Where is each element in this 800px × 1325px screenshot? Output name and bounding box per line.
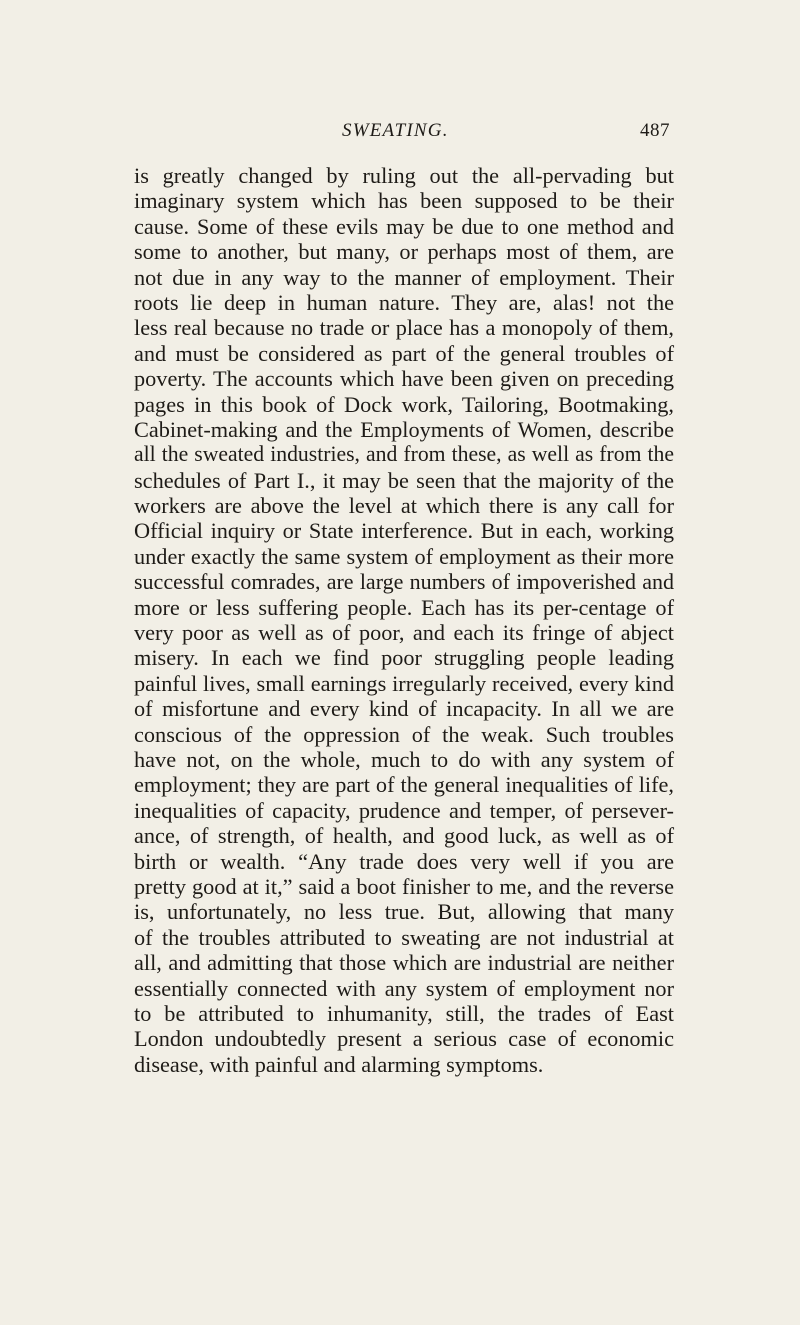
text-line: is greatly changed by ruling out the all-pervading but [134,163,674,188]
text-line: not due in any way to the manner of employment. Their [134,264,674,290]
text-line: pretty good at it,” said a boot finisher to me, and the reverse [134,873,674,899]
text-line: all the sweated industries, and from these, as well as from the [134,442,674,467]
text-line: cause. Some of these evils may be due to one method and [134,213,674,239]
text-line: workers are above the level at which there is any call for [134,493,674,519]
text-line: Cabinet-making and the Employments of Women, describe [134,416,674,442]
text-line: schedules of Part I., it may be seen that the majority of the [134,467,674,493]
text-line: inequalities of capacity, prudence and temper, of persever- [134,797,674,823]
running-title: SWEATING. [342,120,449,141]
text-line: some to another, but many, or perhaps most of them, are [134,239,674,265]
text-line: ance, of strength, of health, and good luck, as well as of [134,823,674,849]
text-line: essentially connected with any system of employment nor [134,975,674,1001]
body-paragraph [134,163,674,1077]
text-line: is, unfortunately, no less true. But, allowing that many [134,899,674,925]
text-line: of the troubles attributed to sweating are not industrial at [134,924,674,950]
text-line: roots lie deep in human nature. They are, alas! not the [134,289,674,315]
text-line: have not, on the whole, much to do with any system of [134,746,674,772]
text-line: London undoubtedly present a serious case of economic [134,1026,674,1052]
text-line: employment; they are part of the general inequalities of life, [134,772,674,798]
page-number: 487 [640,120,670,141]
text-line: under exactly the same system of employment as their more [134,543,674,569]
text-line: imaginary system which has been supposed to be their [134,188,674,214]
text-line: conscious of the oppression of the weak. Such troubles [134,721,674,747]
text-line: to be attributed to inhumanity, still, the trades of East [134,1000,674,1026]
text-line: very poor as well as of poor, and each its fringe of abject [134,620,674,646]
text-line: more or less suffering people. Each has its per-centage of [134,594,674,620]
text-line: pages in this book of Dock work, Tailoring, Bootmaking, [134,391,674,417]
text-line: poverty. The accounts which have been given on preceding [134,366,674,392]
text-line: disease, with painful and alarming symptoms. [134,1051,544,1077]
text-line: Official inquiry or State interference. But in each, working [134,518,674,544]
text-line: all, and admitting that those which are industrial are neither [134,950,674,976]
text-line: birth or wealth. “Any trade does very well if you are [134,848,674,874]
text-line: painful lives, small earnings irregularly received, every kind [134,670,674,696]
text-line: misery. In each we find poor struggling people leading [134,645,674,671]
text-line: successful comrades, are large numbers of impoverished and [134,569,674,595]
running-header [130,118,670,148]
text-line: of misfortune and every kind of incapacity. In all we are [134,696,674,722]
text-line: and must be considered as part of the general troubles of [134,340,674,366]
text-line: less real because no trade or place has a monopoly of them, [134,315,674,341]
